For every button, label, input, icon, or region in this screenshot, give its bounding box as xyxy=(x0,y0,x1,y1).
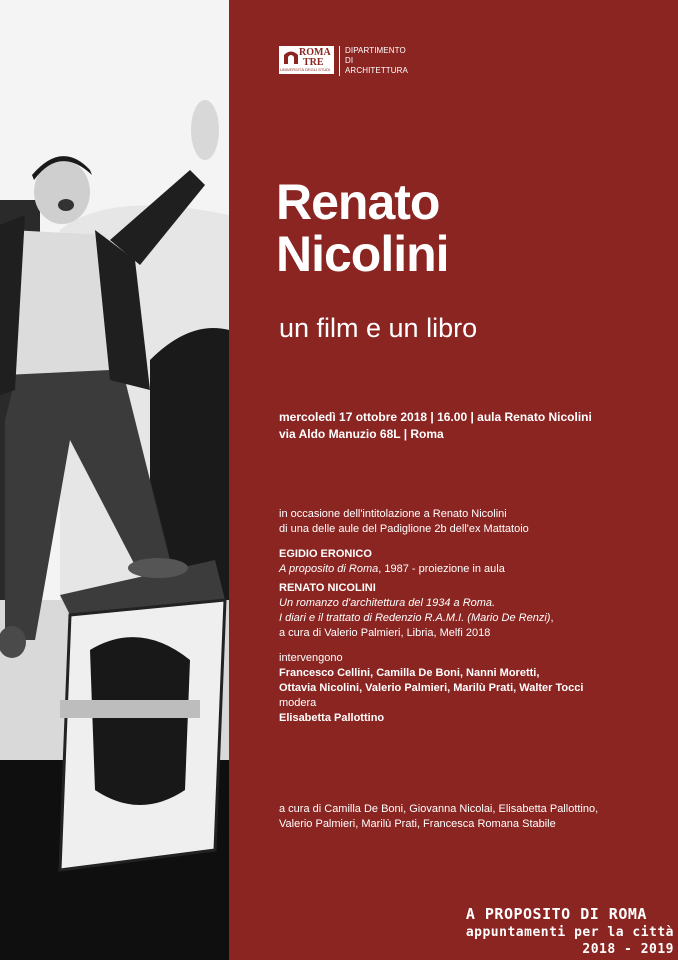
series-title xyxy=(466,905,674,958)
logo-divider xyxy=(339,46,340,76)
film-entry xyxy=(279,547,659,577)
logo-university: UNIVERSITÀ DEGLI STUDI xyxy=(280,67,331,72)
speakers-label: intervengono xyxy=(279,652,343,664)
credits-line: Valerio Palmieri, Marilù Prati, Francesca Romana Stabile xyxy=(279,818,556,830)
book-subtitle: I diari e il trattato di Redenzio R.A.M.I. (Mario De Renzi) xyxy=(279,612,551,624)
speakers-line: Ottavia Nicolini, Valerio Palmieri, Marilù Prati, Walter Tocci xyxy=(279,682,584,694)
film-detail: , 1987 - proiezione in aula xyxy=(378,563,505,575)
program-details xyxy=(279,507,659,736)
moderator-name: Elisabetta Pallottino xyxy=(279,712,385,724)
series-years: 2018 - 2019 xyxy=(582,942,674,957)
book-title-line: Un romanzo d'architettura del 1934 a Roma. xyxy=(279,597,496,609)
book-subtitle-punct: , xyxy=(550,612,554,624)
occasion-line: di una delle aule del Padiglione 2b dell'ex Mattatoio xyxy=(279,523,529,535)
department-line: DI xyxy=(345,56,354,65)
department-line: DIPARTIMENTO xyxy=(345,46,406,55)
moderator-label: modera xyxy=(279,697,317,709)
poster-panel xyxy=(229,0,678,960)
series-name: A PROPOSITO DI ROMA xyxy=(465,905,647,923)
book-author: RENATO NICOLINI xyxy=(279,582,376,594)
event-details xyxy=(279,409,592,443)
title-line: Renato xyxy=(276,174,440,230)
university-mark xyxy=(279,46,334,74)
film-title: A proposito di Roma xyxy=(279,563,379,575)
book-title-line-2 xyxy=(279,611,659,626)
credits-line: a cura di Camilla De Boni, Giovanna Nicolai, Elisabetta Pallottino, xyxy=(279,803,599,815)
department-line: ARCHITETTURA xyxy=(345,66,408,75)
title-line: Nicolini xyxy=(276,226,449,282)
logo-tre: TRE xyxy=(303,57,324,68)
film-author: EGIDIO ERONICO xyxy=(279,548,372,560)
arch-icon xyxy=(283,49,299,65)
curators-credits xyxy=(279,802,659,832)
film-info xyxy=(279,562,659,577)
book-detail: a cura di Valerio Palmieri, Libria, Melfi 2018 xyxy=(279,627,491,639)
department-name xyxy=(345,46,408,76)
speakers-line: Francesco Cellini, Camilla De Boni, Nanni Moretti, xyxy=(279,667,540,679)
speakers xyxy=(279,651,659,726)
photo-renato-nicolini xyxy=(0,0,229,960)
poster-subtitle: un film e un libro xyxy=(279,313,478,343)
poster-title xyxy=(276,176,449,280)
roma-tre-logo xyxy=(279,46,408,76)
event-date-time-venue: mercoledì 17 ottobre 2018 | 16.00 | aula Renato Nicolini xyxy=(279,410,592,424)
event-address: via Aldo Manuzio 68L | Roma xyxy=(279,427,444,441)
occasion-line: in occasione dell'intitolazione a Renato Nicolini xyxy=(279,508,507,520)
occasion-text xyxy=(279,507,659,537)
photo-illustration xyxy=(0,0,229,960)
logo-roma: ROMA xyxy=(299,47,331,58)
book-entry xyxy=(279,581,659,641)
series-tagline: appuntamenti per la città xyxy=(465,925,674,940)
